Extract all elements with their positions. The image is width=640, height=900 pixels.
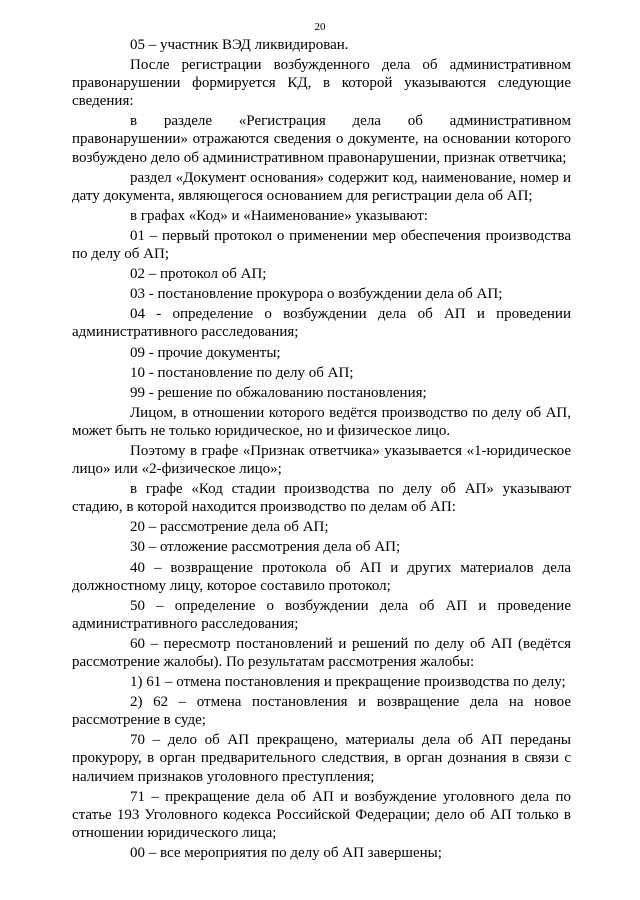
paragraph: После регистрации возбужденного дела об административном правонарушении формируется КД, в которой указываются следующие сведения: — [72, 57, 571, 110]
paragraph: 30 – отложение рассмотрения дела об АП; — [130, 539, 401, 556]
paragraph: 60 – пересмотр постановлений и решений по делу об АП (ведётся рассмотрение жалобы). По результатам рассмотрения жалобы: — [72, 635, 571, 670]
paragraph: 05 – участник ВЭД ликвидирован. — [130, 37, 349, 53]
paragraph: 99 - решение по обжалованию постановления; — [130, 384, 427, 401]
paragraph: 03 - постановление прокурора о возбуждении дела об АП; — [130, 286, 503, 303]
paragraph: 01 – первый протокол о применении мер обеспечения производства по делу об АП; — [72, 227, 571, 263]
paragraph: раздел «Документ основания» содержит код, наименование, номер и дату документа, являющегося основанием для регистрации дела об АП; — [72, 169, 571, 204]
paragraph: 04 - определение о возбуждении дела об АП и проведении административного расследования; — [72, 306, 571, 341]
paragraph: 70 – дело об АП прекращено, материалы дела об АП переданы прокурору, в орган предварительного следствия, в орган дознания в связи с наличием признаков уголовного преступления; — [72, 732, 571, 785]
paragraph: Лицом, в отношении которого ведётся производство по делу об АП, может быть не только юридическое, но и физическое лицо. — [72, 404, 571, 439]
paragraph: 40 – возвращение протокола об АП и других материалов дела должностному лицу, которое составило протокол; — [72, 559, 571, 594]
paragraph: 10 - постановление по делу об АП; — [130, 364, 354, 381]
paragraph: 09 - прочие документы; — [130, 344, 281, 361]
paragraph: в графах «Код» и «Наименование» указывают: — [130, 207, 428, 224]
page-number: 20 — [314, 21, 326, 33]
paragraph: 2) 62 – отмена постановления и возвращение дела на новое рассмотрение в суде; — [72, 694, 571, 729]
paragraph: в разделе «Регистрация дела об административном правонарушении» отражаются сведения о документе, на основании которого возбуждено дело об административном правонарушении, признак ответчика; — [72, 113, 571, 166]
paragraph: 00 – все мероприятия по делу об АП завершены; — [130, 844, 442, 861]
paragraph: 20 – рассмотрение дела об АП; — [130, 519, 329, 536]
paragraph: 02 – протокол об АП; — [130, 266, 267, 283]
document-body — [72, 36, 571, 864]
paragraph: 1) 61 – отмена постановления и прекращение производства по делу; — [130, 674, 566, 691]
paragraph: в графе «Код стадии производства по делу об АП» указывают стадию, в которой находится производство по делам об АП: — [72, 481, 571, 516]
paragraph: 50 – определение о возбуждении дела об АП и проведение административного расследования; — [72, 597, 571, 632]
paragraph: 71 – прекращение дела об АП и возбуждение уголовного дела по статье 193 Уголовного кодекса Российской Федерации; дело об АП только в отношении юридического лица; — [72, 788, 571, 841]
paragraph: Поэтому в графе «Признак ответчика» указывается «1-юридическое лицо» или «2-физическое лицо»; — [72, 442, 571, 478]
